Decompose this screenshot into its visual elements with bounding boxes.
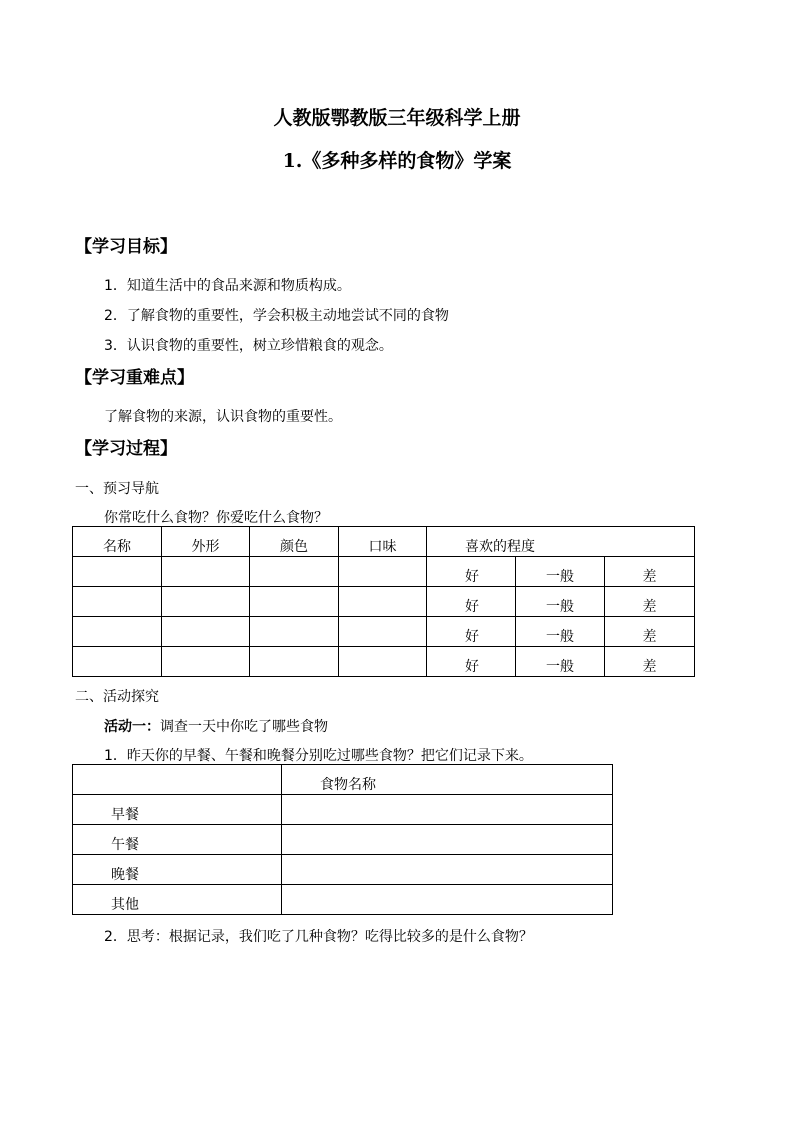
table-header-row xyxy=(73,765,613,795)
cell-taste[interactable] xyxy=(339,617,427,647)
table-header-row xyxy=(73,527,695,557)
rating-poor[interactable]: 差 xyxy=(605,587,695,617)
header-taste: 口味 xyxy=(339,527,427,557)
table-row xyxy=(73,587,695,617)
table-row xyxy=(73,795,613,825)
cell-name[interactable] xyxy=(73,617,162,647)
cell-name[interactable] xyxy=(73,647,162,677)
rating-average[interactable]: 一般 xyxy=(516,587,605,617)
part2-label: 二、活动探究 xyxy=(75,689,159,705)
lesson-title: 1.《多种多样的食物》学案 xyxy=(282,150,512,172)
activity-title: 调查一天中你吃了哪些食物 xyxy=(160,719,328,735)
document-title: 人教版鄂教版三年级科学上册 xyxy=(273,107,521,129)
meal-record-table xyxy=(72,764,613,915)
rating-poor[interactable]: 差 xyxy=(605,617,695,647)
objectives-heading: 【学习目标】 xyxy=(75,237,177,257)
rating-good[interactable]: 好 xyxy=(427,617,516,647)
table-row xyxy=(73,557,695,587)
header-blank xyxy=(73,765,282,795)
rating-average[interactable]: 一般 xyxy=(516,557,605,587)
cell-color[interactable] xyxy=(250,557,339,587)
cell-shape[interactable] xyxy=(162,557,250,587)
cell-name[interactable] xyxy=(73,587,162,617)
table-row xyxy=(73,885,613,915)
rating-good[interactable]: 好 xyxy=(427,647,516,677)
header-shape: 外形 xyxy=(162,527,250,557)
key-points-text: 了解食物的来源，认识食物的重要性。 xyxy=(104,409,342,425)
objective-item: 3．认识食物的重要性，树立珍惜粮食的观念。 xyxy=(104,338,393,354)
question-1: 1．昨天你的早餐、午餐和晚餐分别吃过哪些食物？把它们记录下来。 xyxy=(104,748,533,764)
header-food-name: 食物名称 xyxy=(282,765,613,795)
table-row xyxy=(73,825,613,855)
meal-dinner: 晚餐 xyxy=(73,855,282,885)
part1-label: 一、预习导航 xyxy=(75,481,159,497)
activity-label: 活动一： xyxy=(104,719,160,735)
cell-shape[interactable] xyxy=(162,617,250,647)
rating-good[interactable]: 好 xyxy=(427,587,516,617)
table-row xyxy=(73,617,695,647)
header-preference: 喜欢的程度 xyxy=(427,527,695,557)
cell-taste[interactable] xyxy=(339,557,427,587)
objective-item: 2．了解食物的重要性，学会积极主动地尝试不同的食物 xyxy=(104,308,449,324)
header-name: 名称 xyxy=(73,527,162,557)
food-cell[interactable] xyxy=(282,885,613,915)
food-cell[interactable] xyxy=(282,855,613,885)
header-color: 颜色 xyxy=(250,527,339,557)
cell-name[interactable] xyxy=(73,557,162,587)
rating-average[interactable]: 一般 xyxy=(516,617,605,647)
process-heading: 【学习过程】 xyxy=(75,439,177,459)
meal-other: 其他 xyxy=(73,885,282,915)
key-points-heading: 【学习重难点】 xyxy=(75,368,194,388)
cell-taste[interactable] xyxy=(339,587,427,617)
table-row xyxy=(73,647,695,677)
rating-poor[interactable]: 差 xyxy=(605,557,695,587)
part1-question: 你常吃什么食物？你爱吃什么食物？ xyxy=(104,510,328,526)
cell-shape[interactable] xyxy=(162,587,250,617)
cell-taste[interactable] xyxy=(339,647,427,677)
cell-color[interactable] xyxy=(250,587,339,617)
food-cell[interactable] xyxy=(282,795,613,825)
table-row xyxy=(73,855,613,885)
cell-color[interactable] xyxy=(250,647,339,677)
question-2: 2．思考：根据记录，我们吃了几种食物？吃得比较多的是什么食物？ xyxy=(104,929,533,945)
activity-line xyxy=(104,716,328,736)
rating-poor[interactable]: 差 xyxy=(605,647,695,677)
rating-good[interactable]: 好 xyxy=(427,557,516,587)
food-cell[interactable] xyxy=(282,825,613,855)
meal-lunch: 午餐 xyxy=(73,825,282,855)
cell-shape[interactable] xyxy=(162,647,250,677)
food-preference-table xyxy=(72,526,695,677)
rating-average[interactable]: 一般 xyxy=(516,647,605,677)
objective-item: 1．知道生活中的食品来源和物质构成。 xyxy=(104,278,351,294)
cell-color[interactable] xyxy=(250,617,339,647)
meal-breakfast: 早餐 xyxy=(73,795,282,825)
